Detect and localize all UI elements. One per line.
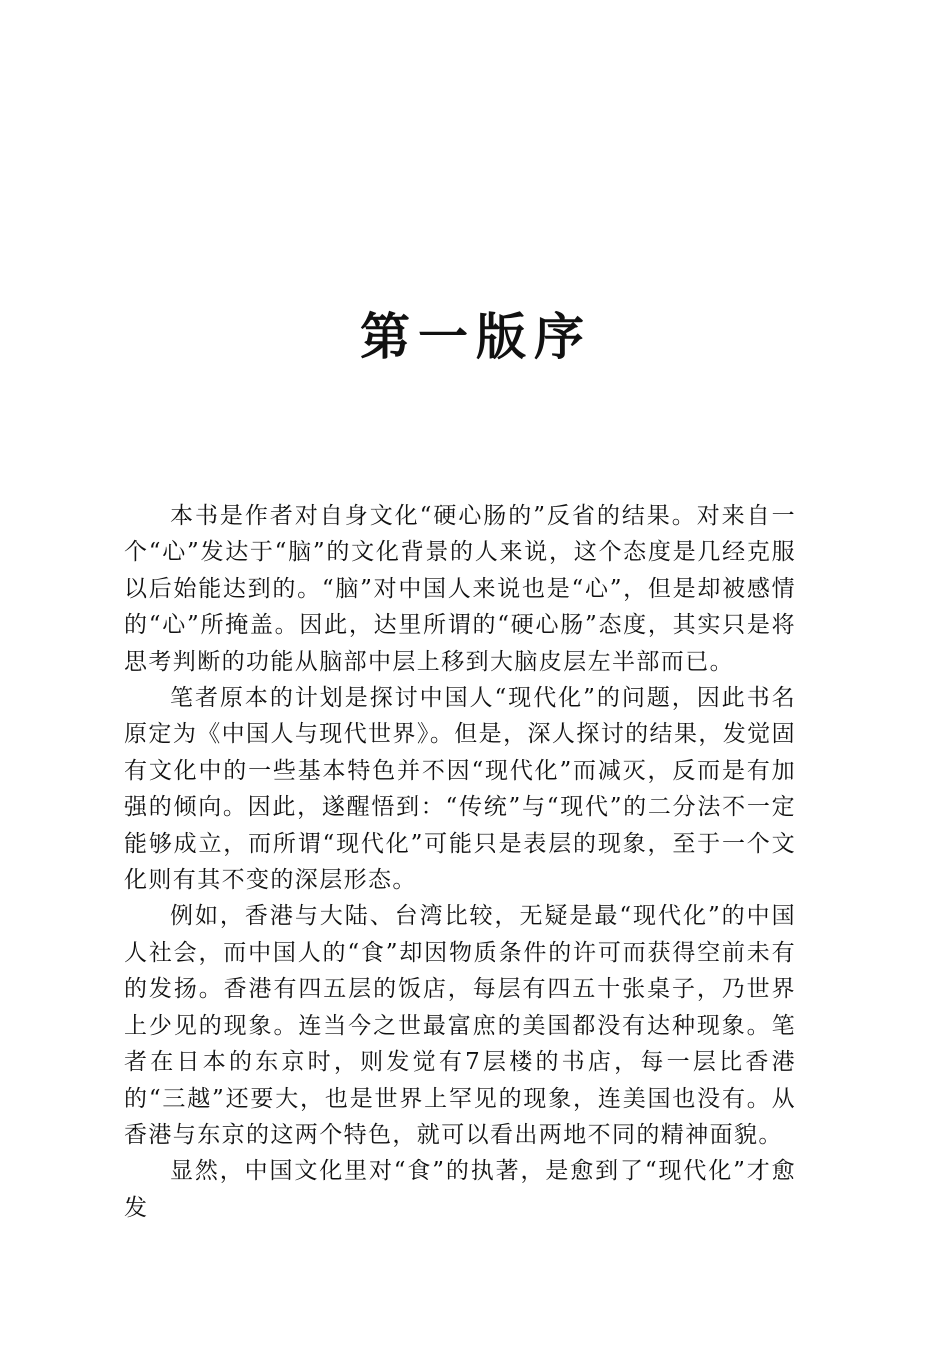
paragraph-3: 例如，香港与大陆、台湾比较，无疑是最“现代化”的中国人社会，而中国人的“食”却因物质条件的许可而获得空前未有的发扬。香港有四五层的饭店，每层有四五十张桌子，乃世界上少见的现象。连当今之世最富庶的美国都没有达种现象。笔者在日本的东京时，则发觉有7层楼的书店，每一层比香港的“三越”还要大，也是世界上罕见的现象，连美国也没有。从香港与东京的这两个特色，就可以看出两地不同的精神面貌。	[124, 903, 796, 1148]
page-title: 第一版序	[360, 307, 592, 366]
paragraph-2: 笔者原本的计划是探讨中国人“现代化”的问题，因此书名原定为《中国人与现代世界》。但是，深人探讨的结果，发觉固有文化中的一些基本特色并不因“现代化”而减灭，反而是有加强的倾向。因此，遂醒悟到：“传统”与“现代”的二分法不一定能够成立，而所谓“现代化”可能只是表层的现象，至于一个文化则有其不变的深层形态。	[124, 685, 796, 894]
paragraph-1: 本书是作者对自身文化“硬心肠的”反省的结果。对来自一个“心”发达于“脑”的文化背景的人来说，这个态度是几经克服以后始能达到的。“脑”对中国人来说也是“心”，但是却被感情的“心”所掩盖。因此，达里所谓的“硬心肠”态度，其实只是将思考判断的功能从脑部中层上移到大脑皮层左半部而已。	[124, 503, 796, 675]
paragraph-4: 显然，中国文化里对“食”的执著，是愈到了“现代化”才愈发	[124, 1158, 796, 1221]
preface-body	[124, 498, 796, 1226]
